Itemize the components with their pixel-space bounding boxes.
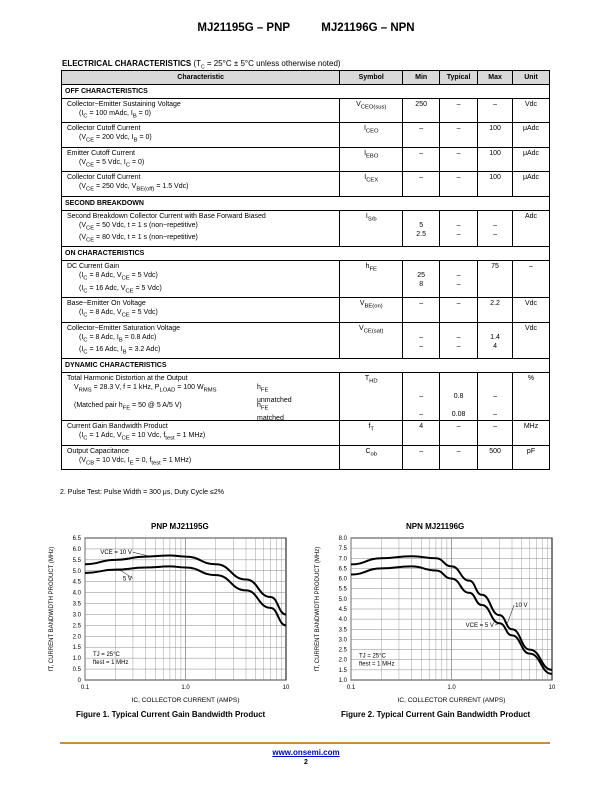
table-row: Collector−Emitter Sustaining Voltage ($I_C = 100$ mAdc, $I_B = 0$) $V_{CEO(sus)}$ 250 – – Vdc: [62, 99, 550, 123]
y-tick-label: 5.0: [338, 596, 347, 603]
figure-2-caption: Figure 2. Typical Current Gain Bandwidth Product: [341, 710, 531, 719]
col-max: Max: [478, 71, 513, 85]
table-row: Collector Cutoff Current ($V_{CE} = 200$ Vdc, $I_B = 0$) $I_{CEO}$ – – 100 μAdc: [62, 123, 550, 147]
y-tick-label: 4.0: [72, 590, 81, 597]
y-tick-label: 2.5: [72, 623, 81, 630]
pnp-chart: [44, 533, 296, 705]
series-label: VCE = 5 V: [465, 623, 494, 630]
series-label: 10 V: [515, 602, 528, 609]
x-tick-label: 10: [282, 685, 290, 691]
y-tick-label: 6.5: [72, 536, 81, 542]
footer-rule: [60, 742, 550, 744]
col-min: Min: [403, 71, 440, 85]
page-number: 2: [304, 759, 308, 766]
y-axis-label: fT, CURRENT BANDWIDTH PRODUCT (MHz): [315, 546, 321, 672]
npn-part-title: MJ21196G – NPN: [321, 22, 415, 34]
y-tick-label: 5.5: [72, 557, 81, 564]
y-tick-label: 2.5: [338, 647, 347, 654]
y-tick-label: 7.5: [338, 546, 347, 553]
y-tick-label: 4.0: [338, 617, 347, 624]
col-unit: Unit: [513, 71, 550, 85]
table-row: Output Capacitance ($V_{CB} = 10$ Vdc, $I_E = 0$, $f_{test} = 1$ MHz) $C_{ob}$ – – 500 pF: [62, 445, 550, 469]
pnp-part-title: MJ21195G – PNP: [197, 22, 291, 34]
table-row: Collector−Emitter Saturation Voltage ($I_C = 8$ Adc, $I_B = 0.8$ Adc) ($I_C = 16$ Adc, $I_B = 3.2$ Adc) $V_{CE(sat)}$ – – – – 1.4 4 Vdc: [62, 322, 550, 359]
chart-annotation: TJ = 25°C: [92, 651, 120, 658]
col-symbol: Symbol: [340, 71, 403, 85]
table-condition: ($T_C = 25^\circ C \pm 5^\circ C$ unless otherwise noted): [193, 59, 341, 71]
y-tick-label: 2.0: [338, 657, 347, 664]
chart-annotation: TJ = 25°C: [358, 653, 386, 660]
y-tick-label: 6.0: [72, 546, 81, 553]
x-tick-label: 1.0: [181, 685, 190, 691]
table-row: Base−Emitter On Voltage ($I_C = 8$ Adc, $V_{CE} = 5$ Vdc) $V_{BE(on)}$ – – 2.2 Vdc: [62, 298, 550, 322]
x-tick-label: 10: [548, 685, 556, 691]
electrical-characteristics-table: [61, 70, 550, 470]
x-axis-label: IC, COLLECTOR CURRENT (AMPS): [131, 697, 240, 704]
y-tick-label: 5.5: [338, 586, 347, 593]
y-tick-label: 3.0: [338, 637, 347, 644]
y-tick-label: 7.0: [338, 556, 347, 563]
table-row: Emitter Cutoff Current ($V_{CE} = 5$ Vdc, $I_C = 0$) $I_{EBO}$ – – 100 μAdc: [62, 147, 550, 171]
left-chart-title: PNP MJ21195G: [151, 522, 209, 531]
table-row: Collector Cutoff Current ($V_{CE} = 250$ Vdc, $V_{BE(off)} = 1.5$ Vdc) $I_{CEX}$ – – 100 μAdc: [62, 172, 550, 196]
y-tick-label: 0.5: [72, 667, 81, 674]
footer-link[interactable]: www.onsemi.com: [272, 748, 340, 757]
series-label: VCE = 10 V: [100, 550, 132, 557]
y-axis-label: fT, CURRENT BANDWIDTH PRODUCT (MHz): [49, 546, 55, 672]
x-tick-label: 0.1: [346, 685, 356, 691]
section-second-breakdown: SECOND BREAKDOWN: [62, 196, 550, 210]
y-tick-label: 2.0: [72, 634, 81, 641]
pulse-test-note: 2. Pulse Test: Pulse Width = 300 μs, Duty Cycle ≤2%: [60, 489, 224, 496]
x-tick-label: 1.0: [447, 685, 456, 691]
right-chart-title: NPN MJ21196G: [406, 522, 465, 531]
col-characteristic: Characteristic: [62, 71, 340, 85]
figure-1-caption: Figure 1. Typical Current Gain Bandwidth Product: [76, 710, 266, 719]
table-caption: [62, 59, 341, 71]
y-tick-label: 5.0: [72, 568, 81, 575]
y-tick-label: 6.0: [338, 576, 347, 583]
y-tick-label: 4.5: [72, 579, 81, 586]
y-tick-label: 3.5: [338, 627, 347, 634]
y-tick-label: 1.0: [338, 678, 347, 684]
series-label: 5 V: [122, 576, 132, 583]
y-tick-label: 1.5: [338, 667, 347, 674]
section-off: OFF CHARACTERISTICS: [62, 85, 550, 99]
y-tick-label: 1.5: [72, 645, 81, 652]
table-row: DC Current Gain ($I_C = 8$ Adc, $V_{CE} = 5$ Vdc) ($I_C = 16$ Adc, $V_{CE} = 5$ Vdc) $h_{FE}$ 25 8 – – 75 –: [62, 261, 550, 298]
section-on: ON CHARACTERISTICS: [62, 247, 550, 261]
table-row: Second Breakdown Collector Current with Base Forward Biased ($V_{CE} = 50$ Vdc, t = 1 s (non−repetitive) ($V_{CE} = 80$ Vdc, t = 1 s (non−repetitive) $I_{S/b}$ 5 2.5 – – – – Adc: [62, 210, 550, 247]
x-tick-label: 0.1: [80, 685, 90, 691]
table-header-row: [62, 71, 550, 85]
y-tick-label: 3.0: [72, 612, 81, 619]
y-tick-label: 0: [77, 678, 81, 684]
npn-chart: [310, 533, 562, 705]
table-row: Total Harmonic Distortion at the Output $V_{RMS} = 28.3$ V, f = 1 kHz, $P_{LOAD} = 100$ $W_{RMS}$ $h_{FE}$ unmatched (Matched pair $h_{FE} = 50$ @ 5 A/5 V) $h_{FE}$ matched $T_{HD}$ – – 0.8 0.08 – – %: [62, 373, 550, 421]
chart-annotation: ftest = 1 MHz: [92, 659, 129, 666]
y-tick-label: 8.0: [338, 536, 347, 542]
y-tick-label: 4.5: [338, 607, 347, 613]
x-axis-label: IC, COLLECTOR CURRENT (AMPS): [397, 697, 506, 704]
section-dynamic: DYNAMIC CHARACTERISTICS: [62, 359, 550, 373]
col-typical: Typical: [440, 71, 478, 85]
y-tick-label: 3.5: [72, 601, 81, 608]
table-row: Current Gain Bandwidth Product ($I_C = 1$ Adc, $V_{CE} = 10$ Vdc, $f_{test} = 1$ MHz) $f_T$ 4 – – MHz: [62, 421, 550, 445]
y-tick-label: 6.5: [338, 566, 347, 573]
series-leader: [507, 605, 514, 623]
chart-annotation: ftest = 1 MHz: [358, 661, 395, 668]
table-title: ELECTRICAL CHARACTERISTICS: [62, 59, 192, 68]
page-title: [0, 22, 612, 34]
y-tick-label: 1.0: [72, 656, 81, 663]
